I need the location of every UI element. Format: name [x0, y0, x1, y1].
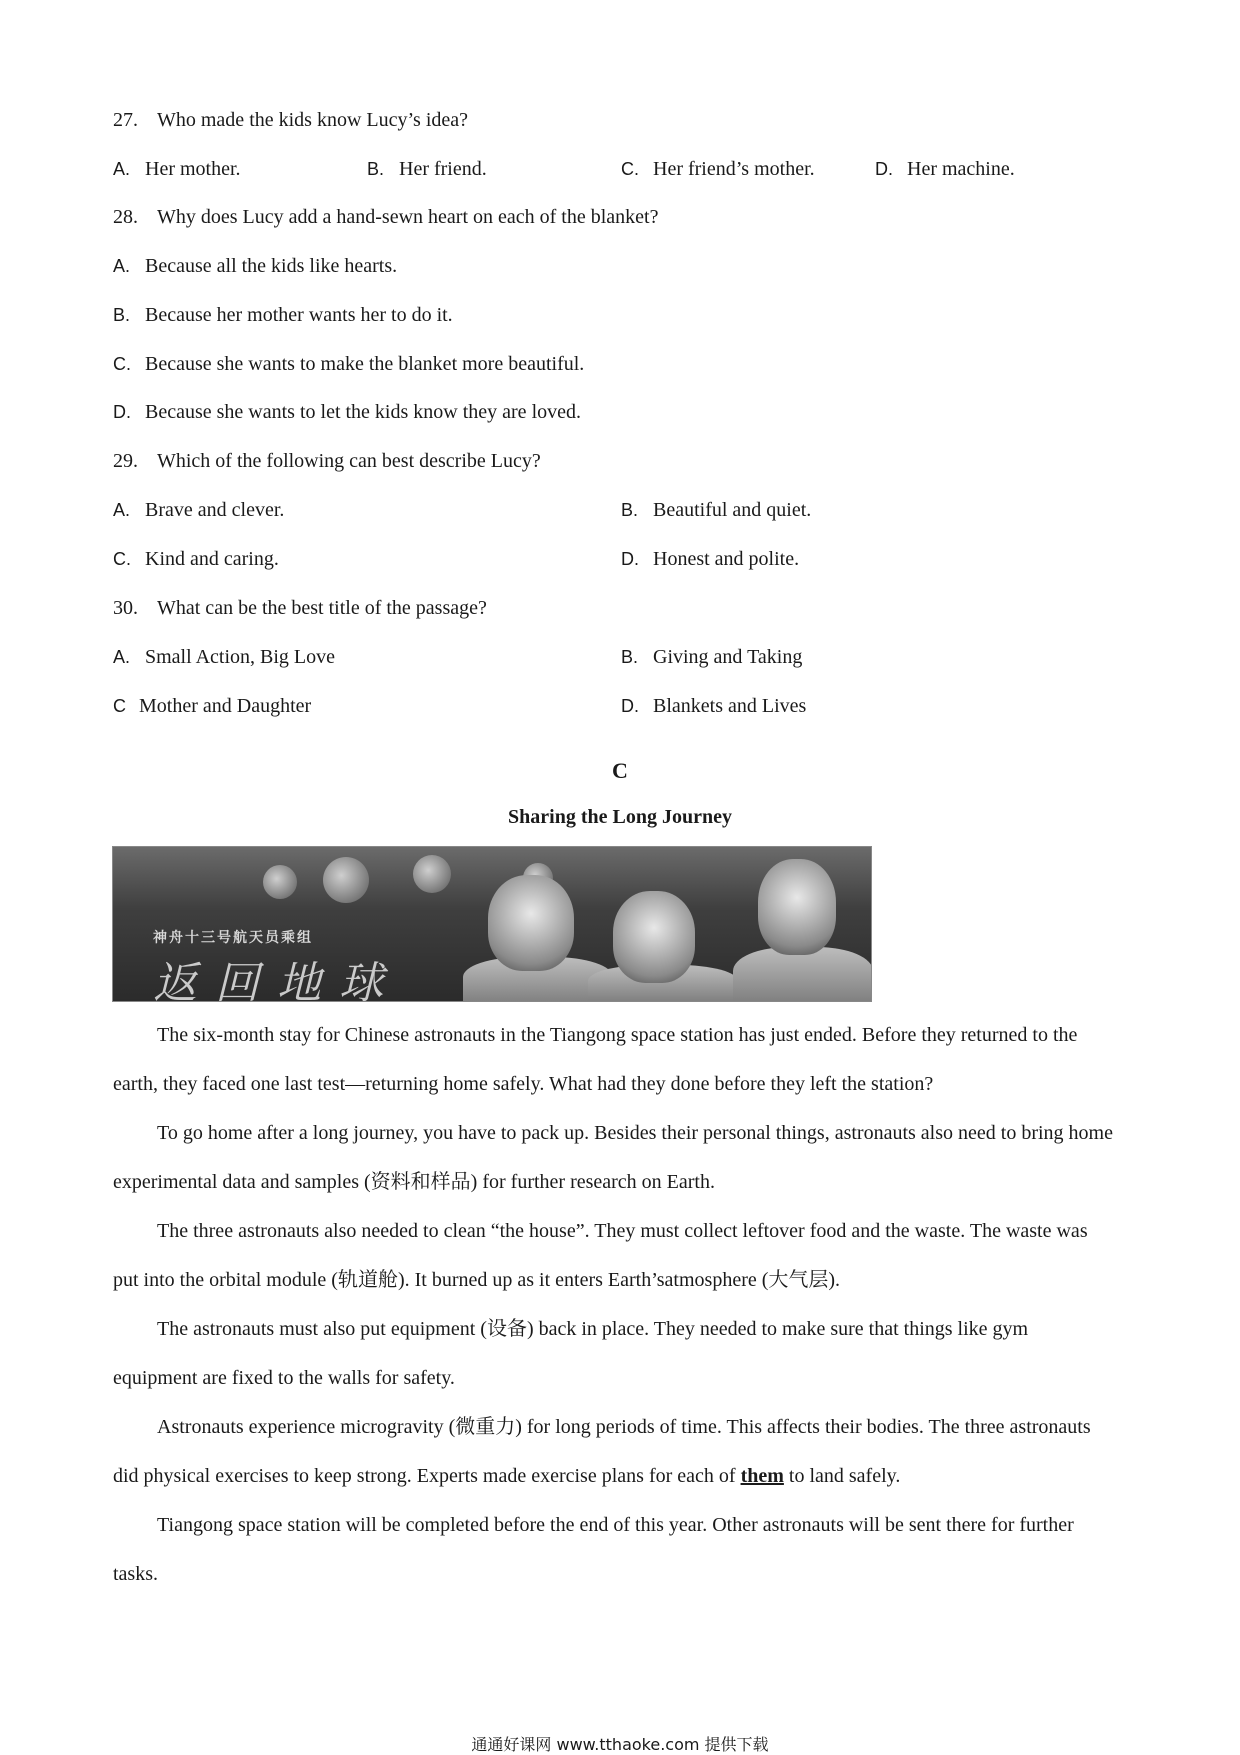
- option-text: Because she wants to make the blanket more beautiful.: [145, 353, 585, 375]
- option-letter: D.: [875, 159, 893, 179]
- option-letter: A.: [113, 256, 131, 276]
- question-number: 29.: [113, 450, 138, 472]
- option-30-a[interactable]: [113, 645, 335, 669]
- option-letter: D.: [113, 402, 131, 422]
- planet-icon: [413, 855, 451, 893]
- option-27-c[interactable]: [621, 157, 815, 181]
- astronauts-photo: [112, 846, 872, 1002]
- option-letter: D.: [621, 549, 639, 569]
- option-28-d[interactable]: [113, 400, 581, 424]
- paragraph-1: The six-month stay for Chinese astronauts in the Tiangong space station has just ended. Before they returned to the earth, they faced one last test—returning home safely. What had they done before they left the station?: [113, 1024, 1078, 1095]
- option-text: Her friend.: [399, 158, 487, 180]
- section-letter: C: [612, 758, 628, 783]
- option-29-c[interactable]: [113, 547, 279, 571]
- paragraph-6: Tiangong space station will be completed before the end of this year. Other astronauts will be sent there for further tasks.: [113, 1514, 1074, 1585]
- option-text: Her friend’s mother.: [653, 158, 815, 180]
- option-letter: A.: [113, 159, 131, 179]
- option-text: Because she wants to let the kids know they are loved.: [145, 401, 581, 423]
- option-letter: D.: [621, 696, 639, 716]
- option-text: Brave and clever.: [145, 499, 285, 521]
- option-text: Mother and Daughter: [139, 695, 312, 717]
- option-letter: B.: [367, 159, 385, 179]
- option-letter: C.: [113, 549, 131, 569]
- option-text: Honest and polite.: [653, 548, 800, 570]
- option-text: Blankets and Lives: [653, 695, 807, 717]
- option-28-c[interactable]: [113, 352, 584, 376]
- underlined-word: them: [740, 1465, 784, 1487]
- astronaut-suit: [733, 947, 872, 1002]
- question-text: Why does Lucy add a hand-sewn heart on each of the blanket?: [157, 206, 659, 228]
- planet-icon: [263, 865, 297, 899]
- question-text: Who made the kids know Lucy’s idea?: [157, 109, 469, 131]
- option-28-a[interactable]: [113, 254, 397, 278]
- option-text: Her mother.: [145, 158, 241, 180]
- option-27-d[interactable]: [875, 157, 1015, 181]
- option-29-a[interactable]: [113, 498, 284, 522]
- paragraph-5-text: Astronauts experience microgravity (微重力) for long periods of time. This affects their bodies. The three astronauts did physical exercises to keep strong. Experts made exercise plans for each of: [113, 1416, 1091, 1487]
- option-text: Giving and Taking: [653, 646, 803, 668]
- question-text: Which of the following can best describe Lucy?: [157, 450, 541, 472]
- option-letter: B.: [621, 647, 639, 667]
- option-letter: C.: [621, 159, 639, 179]
- question-number: 28.: [113, 206, 138, 228]
- question-28: [113, 205, 658, 229]
- planet-icon: [323, 857, 369, 903]
- option-text: Her machine.: [907, 158, 1015, 180]
- option-text: Because all the kids like hearts.: [145, 255, 398, 277]
- option-text: Beautiful and quiet.: [653, 499, 812, 521]
- question-30: [113, 596, 487, 620]
- paragraph-5: [113, 1403, 1113, 1501]
- passage-title: Sharing the Long Journey: [508, 806, 732, 828]
- option-text: Because her mother wants her to do it.: [145, 304, 453, 326]
- paragraph-3: The three astronauts also needed to clean “the house”. They must collect leftover food and the waste. The waste was put into the orbital module (轨道舱). It burned up as it enters Earth’satmosphere (大气层).: [113, 1220, 1088, 1291]
- option-28-b[interactable]: [113, 303, 453, 327]
- question-27: [113, 108, 468, 132]
- option-29-d[interactable]: [621, 547, 799, 571]
- page-footer: 通通好课网 www.tthaoke.com 提供下载: [471, 1735, 769, 1754]
- astronaut-face: [613, 891, 695, 983]
- option-letter: B.: [621, 500, 639, 520]
- option-29-b[interactable]: [621, 498, 811, 522]
- option-30-c[interactable]: [113, 694, 311, 718]
- option-letter: A.: [113, 500, 131, 520]
- option-text: Small Action, Big Love: [145, 646, 335, 668]
- option-letter: A.: [113, 647, 131, 667]
- option-27-b[interactable]: [367, 157, 487, 181]
- option-letter: B.: [113, 305, 131, 325]
- question-29: [113, 449, 541, 473]
- option-letter: C.: [113, 354, 131, 374]
- option-27-a[interactable]: [113, 157, 241, 181]
- paragraph-2: To go home after a long journey, you have to pack up. Besides their personal things, astronauts also need to bring home experimental data and samples (资料和样品) for further research on Earth.: [113, 1122, 1113, 1193]
- astronaut-face: [488, 875, 574, 971]
- question-number: 27.: [113, 109, 138, 131]
- option-30-b[interactable]: [621, 645, 802, 669]
- paragraph-4: The astronauts must also put equipment (设备) back in place. They needed to make sure that things like gym equipment are fixed to the walls for safety.: [113, 1318, 1029, 1389]
- option-text: Kind and caring.: [145, 548, 279, 570]
- question-number: 30.: [113, 597, 138, 619]
- option-30-d[interactable]: [621, 694, 806, 718]
- photo-caption-big: 返回地球: [153, 958, 401, 1002]
- question-text: What can be the best title of the passage?: [157, 597, 487, 619]
- astronaut-face: [758, 859, 836, 955]
- paragraph-5-text-end: to land safely.: [783, 1465, 901, 1487]
- photo-caption-small: 神舟十三号航天员乘组: [153, 930, 313, 946]
- option-letter: C: [113, 696, 126, 716]
